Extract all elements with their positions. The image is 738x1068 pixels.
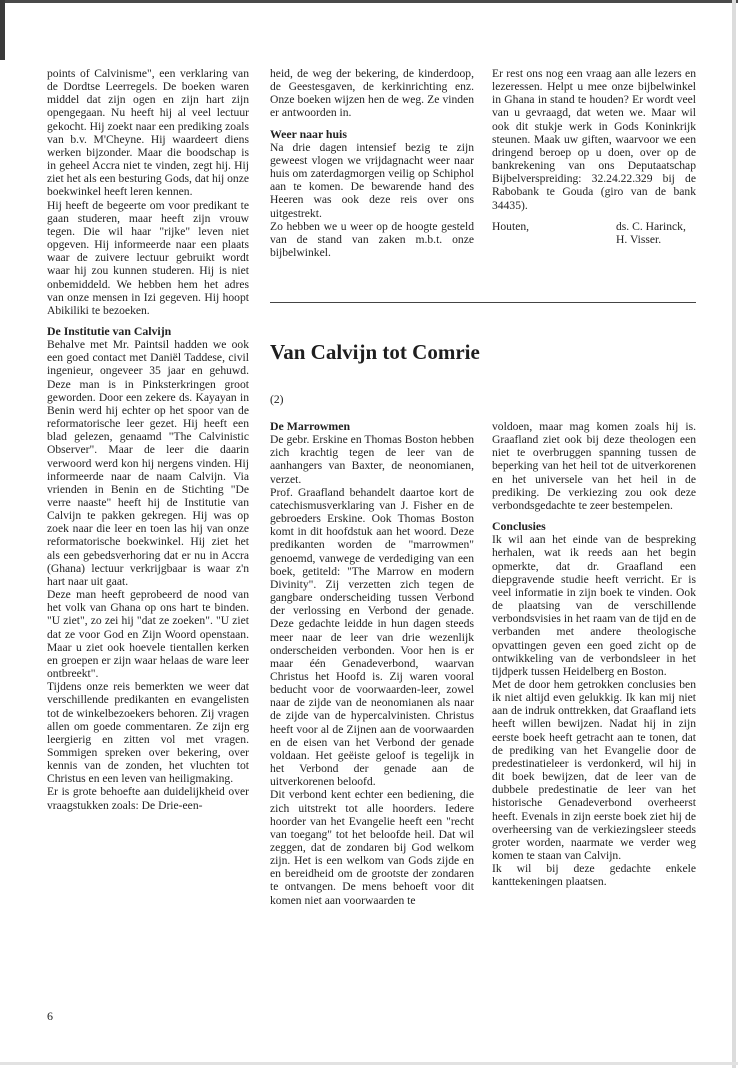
signature-block [492,220,696,246]
col1-paragraph-6: Er is grote behoefte aan duidelijkheid over vraagstukken zoals: De Drie-een- [47,785,249,812]
column-5 [492,420,696,888]
col5-paragraph-4: Ik wil bij deze gedachte enkele kanttekeningen plaatsen. [492,862,696,889]
col2-paragraph-1: heid, de weg der bekering, de kinderdoop, de Geestesgaven, de kerkinrichting enz. Onze boeken wijzen hen de weg. Ze vinden er antwoorden in. [270,67,474,120]
col1-paragraph-5: Tijdens onze reis bemerkten we weer dat verschillende predikanten en evangelisten tot de winkelbezoekers behoren. Zij vragen allen om goede commentaren. Ze zijn erg leergierig en zitten vol met vragen. Sommigen spreken over bekering, over kennis van de zonden, het vluchten tot Christus en een leven van heiligmaking. [47,680,249,786]
col4-paragraph-3: Dit verbond kent echter een bediening, die zich uitstrekt tot alle hoorders. Iedere hoorder van het Evangelie heeft een "recht van toegang" tot het beloofde heil. Dat wil zeggen, dat de zondaren bij God welkom zijn. Het is een welkom van Gods zijde en en bereidheid om de grootste der zondaren te ontvangen. De mens behoeft voor dit komen niet aan voorwaarden te [270,788,474,907]
col5-paragraph-3: Met de door hem getrokken conclusies ben ik niet altijd even gelukkig. Ik kan mij niet aan de indruk onttrekken, dat Graafland iets heeft willen bewijzen. Nadat hij in zijn eerste boek heeft getracht aan te tonen, dat de prediking van het Evangelie door de predestinatieleer is verdonkerd, wil hij in dit boek bewijzen, dat de leer van de dubbele predestinatie de leer van het historische Genadeverbond overheerst heeft. Evenals in zijn eerste boek ziet hij de overheersing van de verkiezingsleer steeds groter worden, naarmate we verder weg komen te staan van Calvijn. [492,677,696,862]
signer-harinck: ds. C. Harinck, [616,219,686,233]
col5-paragraph-2: Ik wil aan het einde van de bespreking herhalen, wat ik reeds aan het begin opmerkte, dat dr. Graafland een diepgravende studie heeft verricht. Er is veel informatie in zijn boek te vinden. Ook de plaatsing van de verschillende verbondsvisies in het raam van de tijd en de verbanden met andere theologische opvattingen geven een goed zicht op de ontwikkeling van de verbondsleer in het tijdperk tussen Heidelberg en Boston. [492,533,696,678]
column-1 [47,67,249,812]
column-3 [492,67,696,246]
col5-paragraph-1: voldoen, maar mag komen zoals hij is. Graafland ziet ook bij deze theologen een niet te overbruggen spanning tussen de beperking van het heil tot de uitverkorenen en het universele van het heil in de prediking. De verkiezing zou ook deze verbondsgedachte te zeer bestempelen. [492,420,696,512]
heading-weer-naar-huis: Weer naar huis [270,126,347,141]
signature-names [616,220,696,246]
article-title: Van Calvijn tot Comrie [270,340,480,364]
col1-paragraph-1: points of Calvinisme", een verklaring van de Dordtse Leerregels. De boeken waren middel dat zijn ogen en zijn hart zijn opengegaan. Nu heeft hij al veel lectuur gekocht. Hij zoekt naar een prediking zoals van b.v. M'Cheyne. Hij waardeert diens werken bijzonder. Maar die boodschap is in geheel Accra niet te vinden, zegt hij. Hij ziet het als een besturing Gods, dat hij onze boekwinkel heeft leren kennen. [47,67,249,199]
col4-paragraph-2: Prof. Graafland behandelt daartoe kort de catechismusverklaring van J. Fisher en de gebroeders Erskine. Ook Thomas Boston komt in dit hoofdstuk aan het woord. Deze predikanten worden de "marrowmen" genoemd, vanwege de verdediging van een boek, getiteld: "The Marrow en modern Divinity". Zij verzetten zich tegen de gangbare onderscheiding tussen Verbond der verlossing en Verbond der genade. Deze gedachte leidde in hun dagen steeds meer naar de leer van drie wezenlijk onderscheiden verbonden. Voor hen is er maar één Genadeverbond, waarvan Christus het Hoofd is. Zij waren vooral beducht voor de voorwaarden-leer, zowel naar de zijde van de neonomianen als naar de zijde van de hypercalvinisten. Christus heeft voor al de Zijnen aan de voorwaarden en de eisen van het Verbond der genade voldaan. Het geëiste geloof is tegelijk in het Verbond der genade aan de uitverkorenen beloofd. [270,485,474,789]
article-divider [270,302,696,303]
col2-paragraph-3: Zo hebben we u weer op de hoogte gesteld van de stand van zaken m.b.t. onze bijbelwinkel. [270,219,474,260]
page-number: 6 [47,1009,53,1023]
signer-visser: H. Visser. [616,232,662,246]
col3-paragraph-1: Er rest ons nog een vraag aan alle lezers en lezeressen. Helpt u mee onze bijbelwinkel in Ghana in stand te houden? Er wordt veel van u gevraagd, dat weten we. Maar wil ook dit stukje werk in Gods Koninkrijk steunen. Maak uw giften, waarvoor we een dringend beroep op u doen, over op de bankrekening van ons Deputaatschap Bijbelverspreiding: 32.24.22.329 bij de Rabobank te Gouda (giro van de bank 34435). [492,67,696,212]
section-gap [492,212,696,220]
col1-paragraph-2: Hij heeft de begeerte om voor predikant te gaan studeren, maar heeft zijn vrouw tegen. Die wil haar "rijke" leven niet opgeven. Hij informeerde naar een plaats waar de zuivere lectuur gebruikt wordt waar hij zou kunnen studeren. Hij is niet onbemiddeld. We hebben hem het adres van onze mensen in Izi gegeven. Hij hoopt Abikiliki te bezoeken. [47,198,249,317]
col4-paragraph-1: De gebr. Erskine en Thomas Boston hebben zich krachtig tegen de leer van de aanhangers van Baxter, de neonomianen, verzet. [270,433,474,486]
page-edge-top [0,0,738,3]
page-edge-right [732,0,736,1068]
heading-institutie: De Institutie van Calvijn [47,323,172,338]
series-number: (2) [270,393,284,406]
col1-paragraph-4: Deze man heeft geprobeerd de nood van het volk van Ghana op ons hart te binden. "U ziet", zo zei hij "dat ze zoeken". "U ziet dat ze voor God en Zijn Woord openstaan. Maar u ziet ook hoevele tientallen kerken en groepen er zijn waar helaas de ware leer ontbreekt". [47,588,249,681]
heading-marrowmen: De Marrowmen [270,419,351,433]
column-2 [270,67,474,259]
column-4 [270,420,474,907]
page-edge-left [0,0,5,60]
col2-paragraph-2: Na drie dagen intensief bezig te zijn geweest vlogen we vrijdagnacht weer naar huis om zaterdagmorgen veilig op Schiphol aan te komen. De bewarende hand des Heeren was ook deze reis over ons uitgestrekt. [270,140,474,220]
heading-conclusies: Conclusies [492,519,546,534]
page-edge-bottom [0,1062,738,1065]
col1-paragraph-3: Behalve met Mr. Paintsil hadden we ook een goed contact met Daniël Taddese, civil ingenieur, ongeveer 35 jaar en gehuwd. Deze man is in Pinksterkringen groot geworden. Door een zekere ds. Kayayan in Benin werd hij echter op het spoor van de reformatorische leer gezet. Hij heeft een blad gelezen, genaamd "The Calvinistic Observer". Maar de leer die daarin verwoord werd kon hij nergens vinden. Hij informeerde naar de naam Calvijn. Via vrienden in Benin en de Stichting "De verre naaste" heeft hij de Institutie van Calvijn te pakken gekregen. Hij was op zoek naar die leer en toen las hij van onze reformatorische boekwinkel. Hij ziet het als een gebedsverhoring dat er nu in Accra (Ghana) lectuur verkrijgbaar is waar z'n hart naar uit gaat. [47,338,249,588]
signature-place: Houten, [492,219,530,233]
